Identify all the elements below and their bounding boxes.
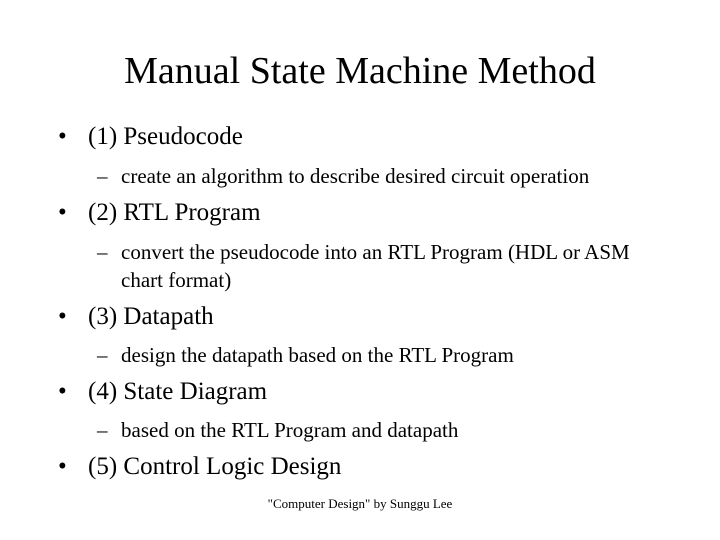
bullet-item-3 xyxy=(58,302,214,332)
slide-footer: "Computer Design" by Sunggu Lee xyxy=(267,496,453,511)
bullet-label: (4) State Diagram xyxy=(88,378,268,405)
dash-icon: – xyxy=(97,418,108,442)
bullet-item-5 xyxy=(58,452,341,482)
sub-item-3 xyxy=(97,341,661,369)
sub-item-2 xyxy=(97,238,661,294)
bullet-item-4 xyxy=(58,377,267,407)
bullet-label: (3) Datapath xyxy=(88,303,214,330)
dash-icon: – xyxy=(97,343,108,367)
bullet-item-1 xyxy=(58,122,243,152)
bullet-label: (2) RTL Program xyxy=(88,199,261,226)
sub-item-text: create an algorithm to describe desired circuit operation xyxy=(121,164,590,188)
dash-icon: – xyxy=(97,164,108,188)
bullet-icon: • xyxy=(58,303,67,330)
bullet-icon: • xyxy=(58,378,67,405)
bullet-label: (1) Pseudocode xyxy=(88,123,243,150)
dash-icon: – xyxy=(97,240,108,264)
sub-item-1 xyxy=(97,162,661,190)
sub-item-4 xyxy=(97,416,661,444)
sub-item-text: design the datapath based on the RTL Program xyxy=(121,343,514,367)
bullet-icon: • xyxy=(58,199,67,226)
bullet-label: (5) Control Logic Design xyxy=(88,453,342,480)
bullet-item-2 xyxy=(58,198,261,228)
bullet-icon: • xyxy=(58,123,67,150)
bullet-icon: • xyxy=(58,453,67,480)
slide-title: Manual State Machine Method xyxy=(124,50,596,92)
sub-item-text: based on the RTL Program and datapath xyxy=(121,418,459,442)
sub-item-text: convert the pseudocode into an RTL Program (HDL or ASM chart format) xyxy=(121,240,630,292)
